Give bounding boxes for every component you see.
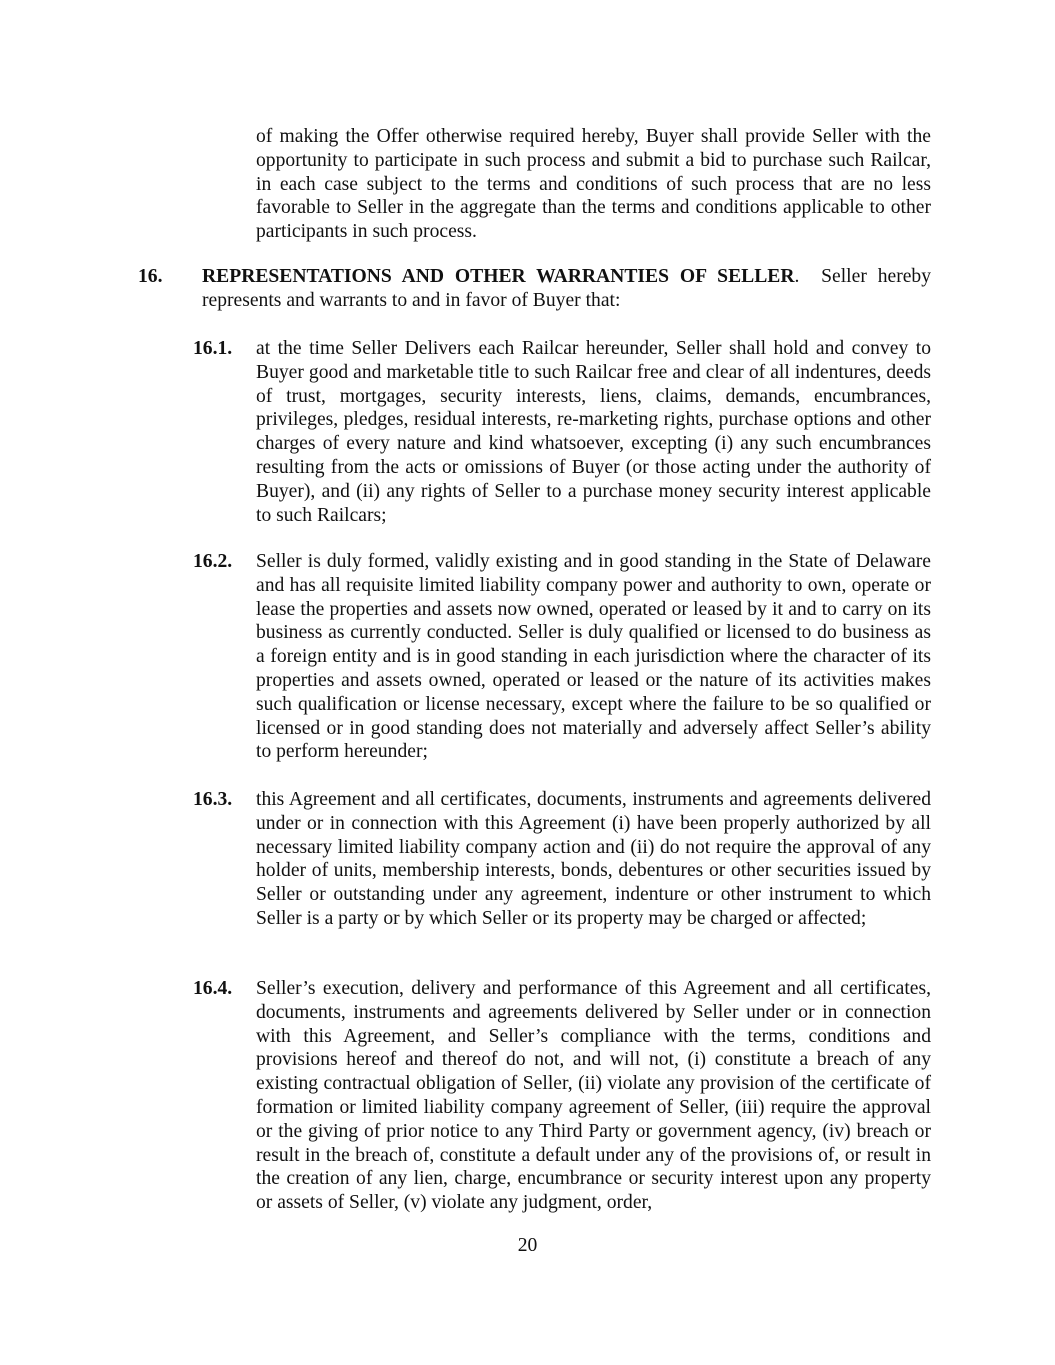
clause-text: Seller is duly formed, validly existing and in good standing in the State of Delaware and has all requisite limited liability company power and authority to own, operate or lease the properties and assets now owned, operated or leased by it and to carry on its business as currently conducted. Seller is duly qualified or licensed to do business as a foreign entity and is in good standing in each jurisdiction where the character of its properties and assets owned, operated or leased or the nature of its activities makes such qualification or license necessary, except where the failure to be so qualified or licensed or in good standing does not materially and adversely affect Seller’s ability to perform hereunder; [256,551,931,763]
section-paragraph [202,265,931,313]
clause-number: 16.1. [193,338,233,359]
clause-number: 16.2. [193,551,233,572]
section-heading-period: . [794,266,800,287]
clause-text: Seller’s execution, delivery and performance of this Agreement and all certificates, documents, instruments and agreements delivered by Seller under or in connection with this Agreement, and Seller’s compliance with the terms, conditions and provisions hereof and thereof do not, and will not, (i) constitute a breach of any existing contractual obligation of Seller, (ii) violate any provision of the certificate of formation or limited liability company agreement of Seller, (iii) require the approval or the giving of prior notice to any Third Party or government agency, (iv) breach or result in the breach of, constitute a default under any of the provisions of, or result in the creation of any lien, charge, encumbrance or security interest upon any property or assets of Seller, (v) violate any judgment, order, [256,978,931,1214]
section-intro: Seller hereby represents and warrants to and in favor of Buyer that: [202,266,932,311]
page-number: 20 [517,1235,538,1256]
clause-number: 16.4. [193,978,233,999]
clause-number: 16.3. [193,789,233,810]
section-number: 16. [138,266,163,287]
section-heading: REPRESENTATIONS AND OTHER WARRANTIES OF SELLER [202,266,795,287]
clause-text: this Agreement and all certificates, documents, instruments and agreements delivered under or in connection with this Agreement (i) have been properly authorized by all necessary limited liability company action and (ii) do not require the approval of any holder of units, membership interests, bonds, debentures or other securities issued by Seller or outstanding under any agreement, indenture or other instrument to which Seller is a party or by which Seller or its property may be charged or affected; [256,789,931,929]
continued-paragraph: of making the Offer otherwise required hereby, Buyer shall provide Seller with the opportunity to participate in such process and submit a bid to purchase such Railcar, in each case subject to the terms and conditions of such process that are no less favorable to Seller in the aggregate than the terms and conditions applicable to other participants in such process. [256,126,931,243]
clause-text: at the time Seller Delivers each Railcar hereunder, Seller shall hold and convey to Buyer good and marketable title to such Railcar free and clear of all indentures, deeds of trust, mortgages, security interests, liens, claims, demands, encumbrances, privileges, pledges, residual interests, re-marketing rights, purchase options and other charges of every nature and kind whatsoever, excepting (i) any such encumbrances resulting from the acts or omissions of Buyer (or those acting under the authority of Buyer), and (ii) any rights of Seller to a purchase money security interest applicable to such Railcars; [256,338,931,526]
